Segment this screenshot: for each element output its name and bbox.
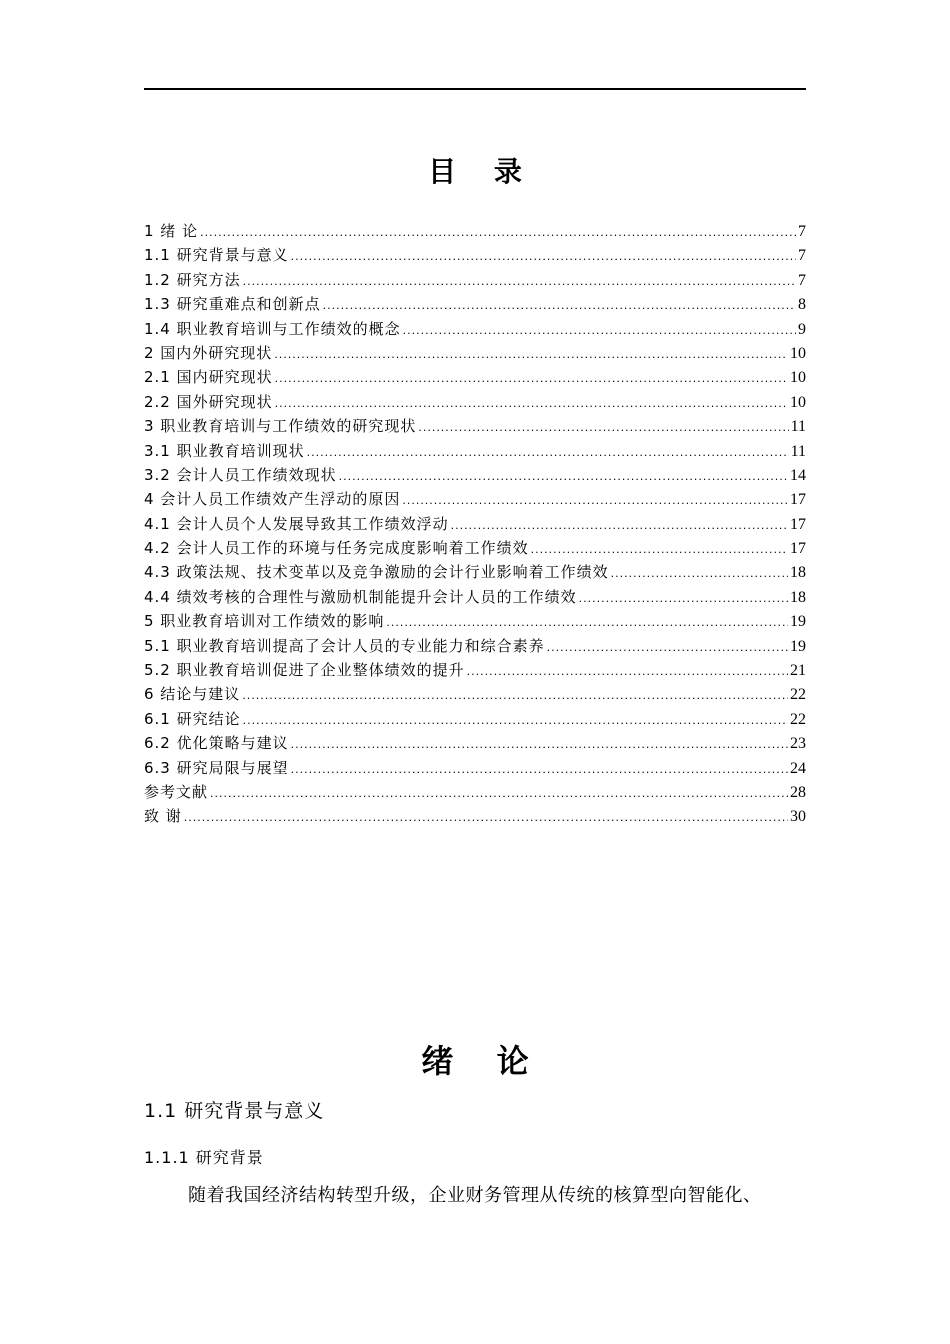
toc-entry-label: 2.2 国外研究现状 bbox=[144, 392, 273, 411]
toc-entry-label: 3.1 职业教育培训现状 bbox=[144, 441, 305, 460]
toc-entry[interactable] bbox=[144, 756, 806, 780]
toc-dot-leader bbox=[339, 465, 788, 489]
toc-dot-leader bbox=[275, 367, 788, 391]
chapter-title: 绪 论 bbox=[421, 1042, 545, 1080]
toc-entry[interactable] bbox=[144, 780, 806, 804]
toc-entry-page-number: 18 bbox=[790, 588, 806, 606]
toc-entry-label: 1 绪 论 bbox=[144, 222, 199, 240]
toc-entry[interactable] bbox=[144, 682, 806, 706]
toc-entry-label: 1.4 职业教育培训与工作绩效的概念 bbox=[144, 319, 401, 338]
toc-entry-page-number: 7 bbox=[798, 271, 806, 289]
toc-entry[interactable] bbox=[144, 268, 806, 292]
toc-title: 目 录 bbox=[428, 155, 536, 188]
toc-dot-leader bbox=[200, 221, 796, 245]
toc-entry-label: 1.2 研究方法 bbox=[144, 270, 241, 289]
toc-entry[interactable] bbox=[144, 585, 806, 609]
toc-entry[interactable] bbox=[144, 512, 806, 536]
toc-entry-page-number: 17 bbox=[790, 491, 806, 509]
toc-entry-label: 致 谢 bbox=[144, 807, 182, 826]
toc-entry-label: 6 结论与建议 bbox=[144, 685, 241, 704]
toc-dot-leader bbox=[184, 806, 788, 830]
toc-dot-leader bbox=[547, 636, 788, 660]
toc-dot-leader bbox=[323, 294, 796, 318]
toc-dot-leader bbox=[467, 660, 788, 684]
toc-entry-label: 2 国内外研究现状 bbox=[144, 343, 273, 362]
toc-entry-page-number: 7 bbox=[798, 223, 806, 240]
toc-entry-label: 4.3 政策法规、技术变革以及竞争激励的会计行业影响着工作绩效 bbox=[144, 563, 609, 582]
toc-entry-page-number: 28 bbox=[790, 783, 806, 801]
toc-dot-leader bbox=[307, 441, 789, 465]
toc-entry[interactable] bbox=[144, 317, 806, 341]
toc-entry[interactable] bbox=[144, 439, 806, 463]
section-heading: 1.1 研究背景与意义 bbox=[144, 1100, 325, 1122]
toc-entry[interactable] bbox=[144, 536, 806, 560]
toc-entry[interactable] bbox=[144, 341, 806, 365]
header-rule bbox=[144, 88, 806, 90]
toc-entry-label: 1.3 研究重难点和创新点 bbox=[144, 295, 321, 314]
toc-dot-leader bbox=[402, 489, 788, 513]
body-paragraph: 随着我国经济结构转型升级，企业财务管理从传统的核算型向智能化、 bbox=[188, 1185, 762, 1206]
toc-entry[interactable] bbox=[144, 487, 806, 511]
toc-dot-leader bbox=[291, 245, 796, 269]
toc-dot-leader bbox=[243, 709, 788, 733]
toc-entry-page-number: 7 bbox=[798, 247, 806, 265]
toc-entry-page-number: 8 bbox=[798, 296, 806, 314]
toc-dot-leader bbox=[579, 587, 788, 611]
toc-entry-label: 4 会计人员工作绩效产生浮动的原因 bbox=[144, 490, 401, 509]
toc-entry-page-number: 22 bbox=[790, 686, 806, 704]
toc-entry-label: 6.2 优化策略与建议 bbox=[144, 734, 289, 753]
toc-entry-label: 5.1 职业教育培训提高了会计人员的专业能力和综合素养 bbox=[144, 636, 545, 655]
toc-dot-leader bbox=[210, 782, 788, 806]
toc-dot-leader bbox=[403, 319, 796, 343]
toc-dot-leader bbox=[291, 758, 788, 782]
toc-entry-page-number: 11 bbox=[790, 442, 806, 460]
toc-dot-leader bbox=[386, 611, 788, 635]
toc-entry[interactable] bbox=[144, 707, 806, 731]
toc-entry-page-number: 11 bbox=[790, 418, 806, 436]
toc-entry-label: 6.1 研究结论 bbox=[144, 709, 241, 728]
toc-entry-label: 参考文献 bbox=[144, 782, 209, 801]
toc-entry[interactable] bbox=[144, 804, 806, 828]
toc-entry[interactable] bbox=[144, 731, 806, 755]
toc-entry-page-number: 9 bbox=[798, 320, 806, 338]
toc-entry[interactable] bbox=[144, 365, 806, 389]
toc-entry[interactable] bbox=[144, 463, 806, 487]
subsection-heading: 1.1.1 研究背景 bbox=[144, 1148, 264, 1167]
toc-dot-leader bbox=[611, 562, 788, 586]
toc-dot-leader bbox=[531, 538, 788, 562]
toc-entry[interactable] bbox=[144, 634, 806, 658]
toc-entry-label: 5.2 职业教育培训促进了企业整体绩效的提升 bbox=[144, 661, 465, 680]
table-of-contents bbox=[144, 219, 806, 829]
toc-entry-label: 2.1 国内研究现状 bbox=[144, 368, 273, 387]
toc-entry[interactable] bbox=[144, 219, 806, 243]
toc-dot-leader bbox=[291, 733, 788, 757]
toc-entry-label: 4.2 会计人员工作的环境与任务完成度影响着工作绩效 bbox=[144, 539, 529, 558]
toc-entry[interactable] bbox=[144, 243, 806, 267]
toc-entry-page-number: 19 bbox=[790, 637, 806, 655]
toc-entry-page-number: 23 bbox=[790, 735, 806, 753]
toc-entry-label: 3 职业教育培训与工作绩效的研究现状 bbox=[144, 417, 417, 436]
toc-entry-label: 6.3 研究局限与展望 bbox=[144, 758, 289, 777]
toc-entry-page-number: 24 bbox=[790, 759, 806, 777]
toc-entry[interactable] bbox=[144, 609, 806, 633]
toc-entry-page-number: 10 bbox=[790, 393, 806, 411]
toc-dot-leader bbox=[242, 684, 788, 708]
toc-entry[interactable] bbox=[144, 390, 806, 414]
toc-entry[interactable] bbox=[144, 560, 806, 584]
toc-entry[interactable] bbox=[144, 658, 806, 682]
toc-entry-label: 4.4 绩效考核的合理性与激励机制能提升会计人员的工作绩效 bbox=[144, 587, 577, 606]
toc-dot-leader bbox=[275, 392, 788, 416]
toc-entry-label: 1.1 研究背景与意义 bbox=[144, 246, 289, 265]
toc-entry-page-number: 21 bbox=[790, 662, 806, 680]
toc-entry-page-number: 17 bbox=[790, 515, 806, 533]
toc-entry-page-number: 14 bbox=[790, 466, 806, 484]
toc-entry-label: 4.1 会计人员个人发展导致其工作绩效浮动 bbox=[144, 514, 449, 533]
toc-dot-leader bbox=[274, 343, 788, 367]
toc-entry-label: 5 职业教育培训对工作绩效的影响 bbox=[144, 612, 385, 631]
toc-entry-page-number: 19 bbox=[790, 613, 806, 631]
toc-entry-page-number: 30 bbox=[790, 808, 806, 826]
toc-entry-page-number: 10 bbox=[790, 344, 806, 362]
toc-entry-page-number: 17 bbox=[790, 540, 806, 558]
toc-entry-page-number: 18 bbox=[790, 564, 806, 582]
toc-entry[interactable] bbox=[144, 414, 806, 438]
toc-entry[interactable] bbox=[144, 292, 806, 316]
toc-dot-leader bbox=[243, 270, 796, 294]
toc-dot-leader bbox=[418, 416, 788, 440]
toc-entry-page-number: 10 bbox=[790, 369, 806, 387]
toc-entry-page-number: 22 bbox=[790, 710, 806, 728]
toc-entry-label: 3.2 会计人员工作绩效现状 bbox=[144, 465, 337, 484]
toc-dot-leader bbox=[451, 514, 788, 538]
